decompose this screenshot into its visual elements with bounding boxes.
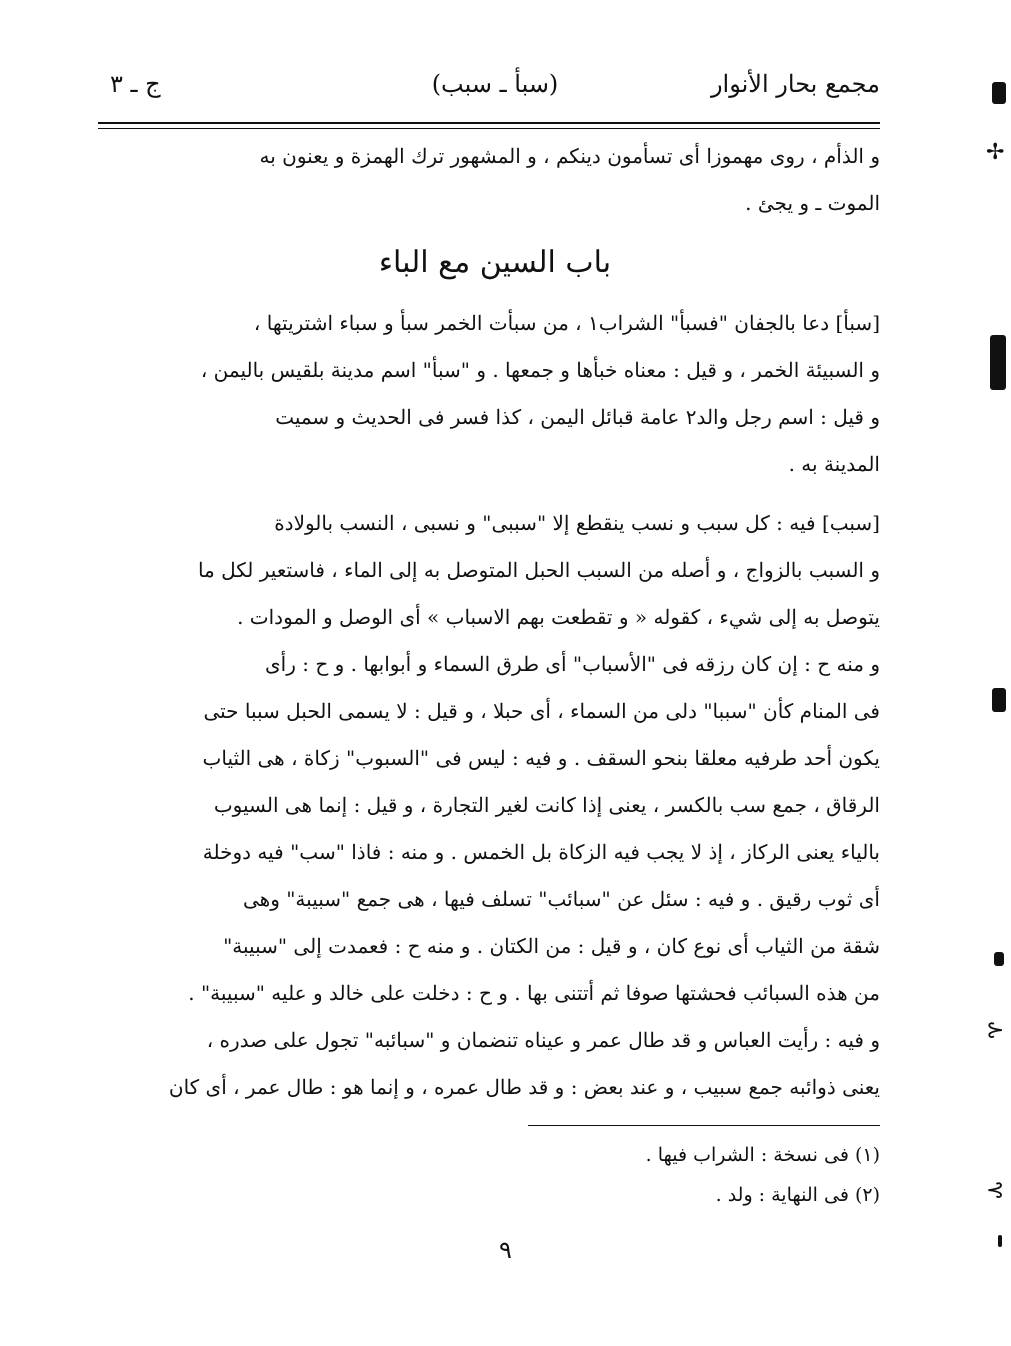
text-line: و الذأم ، روى مهموزا أى تسأمون دينكم ، و المشهور ترك الهمزة و يعنون به bbox=[259, 144, 880, 168]
text-line: الرقاق ، جمع سب بالكسر ، يعنى إذا كانت لغير التجارة ، و قيل : إنما هى السيوب bbox=[213, 793, 880, 817]
page-number: ٩ bbox=[499, 1236, 512, 1264]
text-line: شقة من الثياب أى نوع كان ، و قيل : من الكتان . و منه ح : فعمدت إلى "سبيبة" bbox=[223, 934, 880, 958]
text-line: من هذه السبائب فحشتها صوفا ثم أتتنى بها . و ح : دخلت على خالد و عليه "سبيبة" . bbox=[188, 981, 880, 1005]
entry-sabab bbox=[110, 500, 880, 1111]
entry-range: (سبأ ـ سبب) bbox=[431, 70, 559, 98]
book-title: مجمع بحار الأنوار bbox=[710, 70, 880, 98]
text-line: [سبب] فيه : كل سبب و نسب ينقطع إلا "سببى" و نسبى ، النسب بالولادة bbox=[274, 511, 880, 535]
section-title: باب السين مع الباء bbox=[378, 245, 612, 280]
intro-paragraph bbox=[110, 133, 880, 227]
text-line: [سبأ] دعا بالجفان "فسبأ" الشراب١ ، من سبأت الخمر سبأ و سباء اشتريتها ، bbox=[253, 311, 880, 335]
scan-artifact: ⊱ bbox=[986, 1018, 1005, 1043]
scan-artifact: ⊰ bbox=[986, 1178, 1005, 1203]
footnote: (١) فى نسخة : الشراب فيها . bbox=[645, 1144, 880, 1166]
scan-artifact bbox=[992, 688, 1006, 712]
text-line: أى ثوب رقيق . و فيه : سئل عن "سبائب" تسلف فيها ، هى جمع "سبيبة" وهى bbox=[243, 887, 880, 911]
footnotes bbox=[110, 1135, 880, 1215]
entry-saba bbox=[110, 300, 880, 488]
footnote: (٢) فى النهاية : ولد . bbox=[715, 1184, 880, 1206]
text-line: الموت ـ و يجئ . bbox=[745, 191, 880, 215]
text-line: يتوصل به إلى شيء ، كقوله « و تقطعت بهم الاسباب » أى الوصل و المودات . bbox=[237, 605, 880, 629]
scan-artifact: ✢ bbox=[986, 140, 1005, 165]
scan-artifact bbox=[990, 335, 1006, 390]
text-line: يعنى ذوائبه جمع سبيب ، و عند بعض : و قد طال عمره ، و إنما هو : طال عمر ، أى كان bbox=[168, 1075, 880, 1099]
scan-artifact bbox=[992, 82, 1006, 104]
text-line: و قيل : اسم رجل والد٢ عامة قبائل اليمن ، كذا فسر فى الحديث و سميت bbox=[275, 405, 880, 429]
text-line: و منه ح : إن كان رزقه فى "الأسباب" أى طرق السماء و أبوابها . و ح : رأى bbox=[265, 652, 880, 676]
volume-label: ج ـ ٣ bbox=[110, 70, 161, 98]
header-rule-thin bbox=[98, 128, 880, 129]
text-line: فى المنام كأن "سببا" دلى من السماء ، أى حبلا ، و قيل : لا يسمى الحبل سببا حتى bbox=[203, 699, 880, 723]
text-line: المدينة به . bbox=[788, 452, 880, 476]
text-line: يكون أحد طرفيه معلقا بنحو السقف . و فيه : ليس فى "السبوب" زكاة ، هى الثياب bbox=[202, 746, 880, 770]
scan-artifact bbox=[994, 952, 1004, 966]
text-line: و فيه : رأيت العباس و قد طال عمر و عيناه تنضمان و "سبائبه" تجول على صدره ، bbox=[206, 1028, 880, 1052]
scan-artifact bbox=[998, 1235, 1002, 1247]
text-line: بالياء يعنى الركاز ، إذ لا يجب فيه الزكاة بل الخمس . و منه : فاذا "سب" فيه دوخلة bbox=[202, 840, 880, 864]
text-line: و السبيئة الخمر ، و قيل : معناه خبأها و جمعها . و "سبأ" اسم مدينة بلقيس باليمن ، bbox=[200, 358, 880, 382]
footnote-rule bbox=[528, 1125, 880, 1126]
running-header bbox=[110, 70, 880, 110]
text-line: و السبب بالزواج ، و أصله من السبب الحبل المتوصل به إلى الماء ، فاستعير لكل ما bbox=[197, 558, 880, 582]
header-rule-thick bbox=[98, 122, 880, 124]
